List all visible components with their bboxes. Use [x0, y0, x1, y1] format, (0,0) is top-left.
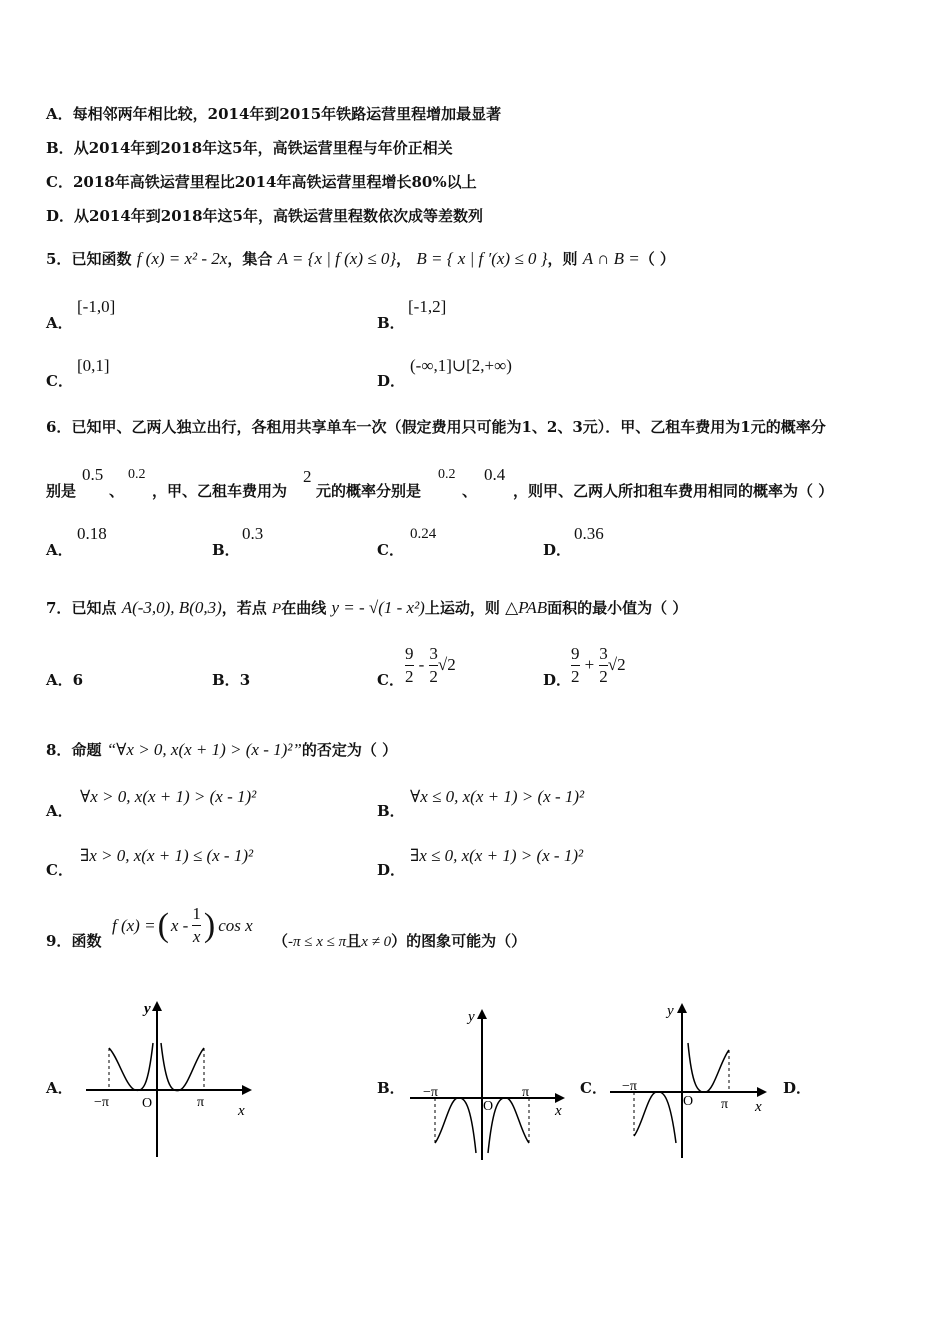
stem-text: 的否定为（ ） — [301, 741, 398, 759]
y-axis-arrow — [477, 1009, 487, 1019]
graph-b — [405, 1005, 575, 1165]
x-label: x — [755, 1099, 762, 1115]
q6-stem-line1 — [46, 416, 826, 437]
math-condition: x ≠ 0 — [361, 934, 392, 950]
stem-text: ，集合 — [227, 250, 273, 268]
stem-text: 函数 — [71, 932, 102, 950]
math-triangle: △PAB — [505, 598, 548, 617]
math-condition: -π ≤ x ≤ π — [288, 934, 347, 950]
stem-text: 别是 — [46, 482, 77, 500]
paren-open: ( — [157, 906, 169, 944]
q6-value-0-5: 0.5 — [82, 465, 104, 484]
q5-option-a — [46, 312, 73, 333]
option-text: 从2014年到2018年这5年，高铁运营里程与年价正相关 — [73, 139, 453, 157]
q5-option-a-value: [-1,0] — [77, 297, 116, 316]
x-label: x — [555, 1103, 562, 1119]
stem-text: 已知甲、乙两人独立出行，各租用共享单车一次（假定费用只可能为1、2、3元）．甲、乙租车费用为1元的概率分 — [71, 418, 826, 436]
neg-pi-label: −π — [94, 1095, 109, 1110]
q8-option-d-value: ∃x ≤ 0, x(x + 1) > (x - 1)² — [410, 846, 584, 865]
q8-stem — [46, 739, 397, 760]
math-set-b: B = { x | f ′(x) ≤ 0 } — [416, 249, 548, 268]
question-number: 8． — [46, 741, 72, 759]
q9-option-a-label: A． — [46, 1079, 73, 1097]
option-label: D． — [543, 671, 572, 689]
y-axis-arrow — [677, 1003, 687, 1013]
y-label: y — [144, 1001, 151, 1017]
q6-option-c: C． — [377, 541, 404, 559]
q5-option-b-value: [-1,2] — [408, 297, 447, 316]
stem-text: 面积的最小值为（ ） — [547, 599, 688, 617]
q6-value-0-2b: 0.2 — [438, 467, 456, 482]
math-x-minus: x - — [170, 915, 189, 935]
stem-text: 上运动，则 — [424, 599, 500, 617]
denominator: 2 — [405, 667, 414, 686]
q7-option-c — [377, 669, 404, 690]
q9-option-c-label: C． — [580, 1079, 607, 1097]
option-text: 2018年高铁运营里程比2014年高铁运营里程增长80%以上 — [72, 173, 477, 191]
q5-option-c — [46, 370, 73, 391]
graph-a — [80, 995, 265, 1165]
curve-right — [488, 1098, 529, 1153]
option-label: C． — [377, 671, 404, 689]
stem-text: ）的图象可能为（） — [391, 932, 527, 950]
q7-stem — [46, 597, 687, 618]
q6-option-b: B． — [212, 541, 240, 559]
q7-option-d-value — [571, 643, 626, 688]
fraction — [599, 643, 608, 688]
stem-text: ，则甲、乙两人所扣租车费用相同的概率为（ ） — [513, 482, 834, 500]
origin-label: O — [683, 1094, 694, 1109]
stem-text: ， — [396, 250, 412, 268]
option-label: D． — [377, 372, 406, 390]
q6-separator: 、 — [462, 482, 478, 500]
q7-option-a — [46, 669, 83, 690]
stem-text: 且 — [346, 932, 362, 950]
q5-option-b — [377, 312, 405, 333]
pi-label: π — [522, 1085, 530, 1100]
q7-option-c-value — [405, 643, 456, 688]
origin-label: O — [483, 1099, 494, 1114]
stem-text: 命题 — [71, 741, 102, 759]
q6-value-0-2: 0.2 — [128, 467, 146, 482]
q6-option-a: A． — [46, 541, 73, 559]
plus-sign: + — [584, 655, 595, 674]
numerator: 9 — [571, 644, 580, 663]
option-label: B． — [212, 671, 240, 689]
fraction — [571, 643, 580, 688]
q5-stem — [46, 248, 675, 269]
option-label: B． — [46, 139, 74, 157]
curve-left — [109, 1043, 153, 1090]
option-text: 从2014年到2018年这5年，高铁运营里程数依次成等差数列 — [74, 207, 483, 225]
stem-text: （ ） — [639, 250, 675, 268]
q6-option-c-value: 0.24 — [410, 526, 437, 542]
denominator: 2 — [599, 667, 608, 686]
pi-label: π — [197, 1095, 205, 1110]
stem-text: ，若点 — [221, 599, 267, 617]
q6-option-d-value: 0.36 — [574, 524, 604, 543]
q6-stem-line2 — [46, 480, 76, 501]
denominator: 2 — [571, 667, 580, 686]
sqrt-two: √2 — [607, 655, 626, 674]
numerator: 3 — [429, 644, 438, 663]
stem-text: ，则 — [547, 250, 578, 268]
math-point-p: P — [272, 601, 282, 617]
origin-label: O — [142, 1096, 153, 1111]
stem-text: （ — [273, 932, 289, 950]
denominator: 2 — [429, 667, 438, 686]
math-curve: y = - √(1 - x²) — [331, 598, 425, 617]
q4-option-d — [46, 205, 483, 226]
pi-label: π — [721, 1097, 729, 1112]
q9-function — [112, 903, 253, 948]
q9-option-b-label: B． — [377, 1079, 405, 1097]
y-axis-arrow — [152, 1001, 162, 1011]
question-number: 7． — [46, 599, 72, 617]
q5-option-c-value: [0,1] — [77, 356, 110, 375]
q8-option-c: C． — [46, 861, 73, 879]
neg-pi-label: −π — [423, 1085, 438, 1100]
curve-left — [435, 1098, 476, 1153]
x-axis-arrow — [555, 1093, 565, 1103]
q6-separator: 、 — [109, 482, 125, 500]
neg-pi-label: −π — [622, 1079, 637, 1094]
option-label: C． — [46, 173, 73, 191]
question-number: 9． — [46, 932, 72, 950]
q5-option-d-value: (-∞,1]∪[2,+∞) — [410, 356, 512, 375]
q7-option-b — [212, 669, 250, 690]
option-label: D． — [46, 207, 75, 225]
q4-option-c — [46, 171, 477, 192]
x-axis-arrow — [757, 1087, 767, 1097]
math-fx: f (x) = — [112, 915, 156, 935]
q7-option-d — [543, 669, 571, 690]
q4-option-b — [46, 137, 453, 158]
stem-text: 在曲线 — [281, 599, 327, 617]
q6-value-0-4: 0.4 — [484, 465, 506, 484]
option-label: C． — [46, 372, 73, 390]
q6-option-a-value: 0.18 — [77, 524, 107, 543]
minus-sign: - — [418, 655, 425, 674]
fraction — [429, 643, 438, 688]
x-label: x — [238, 1103, 245, 1119]
option-value: 3 — [239, 671, 251, 689]
paren-close: ) — [203, 906, 216, 944]
math-cos: cos x — [218, 915, 253, 935]
stem-text: ，甲、乙租车费用为 — [152, 482, 288, 500]
stem-text: 已知点 — [71, 599, 117, 617]
q6-option-b-value: 0.3 — [242, 524, 264, 543]
q8-option-b: B． — [377, 802, 405, 820]
q8-option-d: D． — [377, 861, 406, 879]
graph-c — [605, 998, 775, 1163]
q6-option-d: D． — [543, 541, 572, 559]
option-text: 每相邻两年相比较，2014年到2015年铁路运营里程增加最显著 — [72, 105, 502, 123]
stem-text: 已知函数 — [71, 250, 132, 268]
q8-option-c-value: ∃x > 0, x(x + 1) ≤ (x - 1)² — [80, 846, 254, 865]
numerator: 1 — [192, 904, 201, 923]
question-number: 6． — [46, 418, 72, 436]
stem-text: 元的概率分别是 — [316, 482, 422, 500]
numerator: 9 — [405, 644, 414, 663]
math-set-a: A = {x | f (x) ≤ 0} — [277, 249, 397, 268]
curve-right — [161, 1043, 204, 1091]
q8-option-a-value: ∀x > 0, x(x + 1) > (x - 1)² — [80, 787, 257, 806]
x-axis-arrow — [242, 1085, 252, 1095]
math-proposition: “∀x > 0, x(x + 1) > (x - 1)²” — [106, 740, 302, 759]
curve-right — [688, 1043, 729, 1092]
fraction — [405, 643, 414, 688]
curve-left — [634, 1092, 676, 1143]
option-label: A． — [46, 671, 73, 689]
q5-option-d — [377, 370, 405, 391]
math-points: A(-3,0), B(0,3) — [121, 598, 222, 617]
q9-stem-condition — [273, 930, 526, 951]
q8-option-b-value: ∀x ≤ 0, x(x + 1) > (x - 1)² — [410, 787, 585, 806]
sqrt-two: √2 — [437, 655, 456, 674]
y-label: y — [667, 1003, 674, 1019]
y-label: y — [468, 1009, 475, 1025]
denominator: x — [192, 927, 201, 946]
math-expression: A ∩ B = — [582, 249, 640, 268]
q6-value-2: 2 — [303, 467, 312, 486]
option-label: A． — [46, 105, 73, 123]
option-label: B． — [377, 314, 405, 332]
q4-option-a — [46, 103, 501, 124]
option-label: A． — [46, 314, 73, 332]
math-function: f (x) = x² - 2x — [136, 249, 228, 268]
q9-option-d-label: D． — [783, 1079, 812, 1097]
fraction — [192, 903, 201, 948]
q8-option-a: A． — [46, 802, 73, 820]
numerator: 3 — [599, 644, 608, 663]
option-value: 6 — [72, 671, 84, 689]
question-number: 5． — [46, 250, 72, 268]
q9-stem-start — [46, 930, 101, 951]
